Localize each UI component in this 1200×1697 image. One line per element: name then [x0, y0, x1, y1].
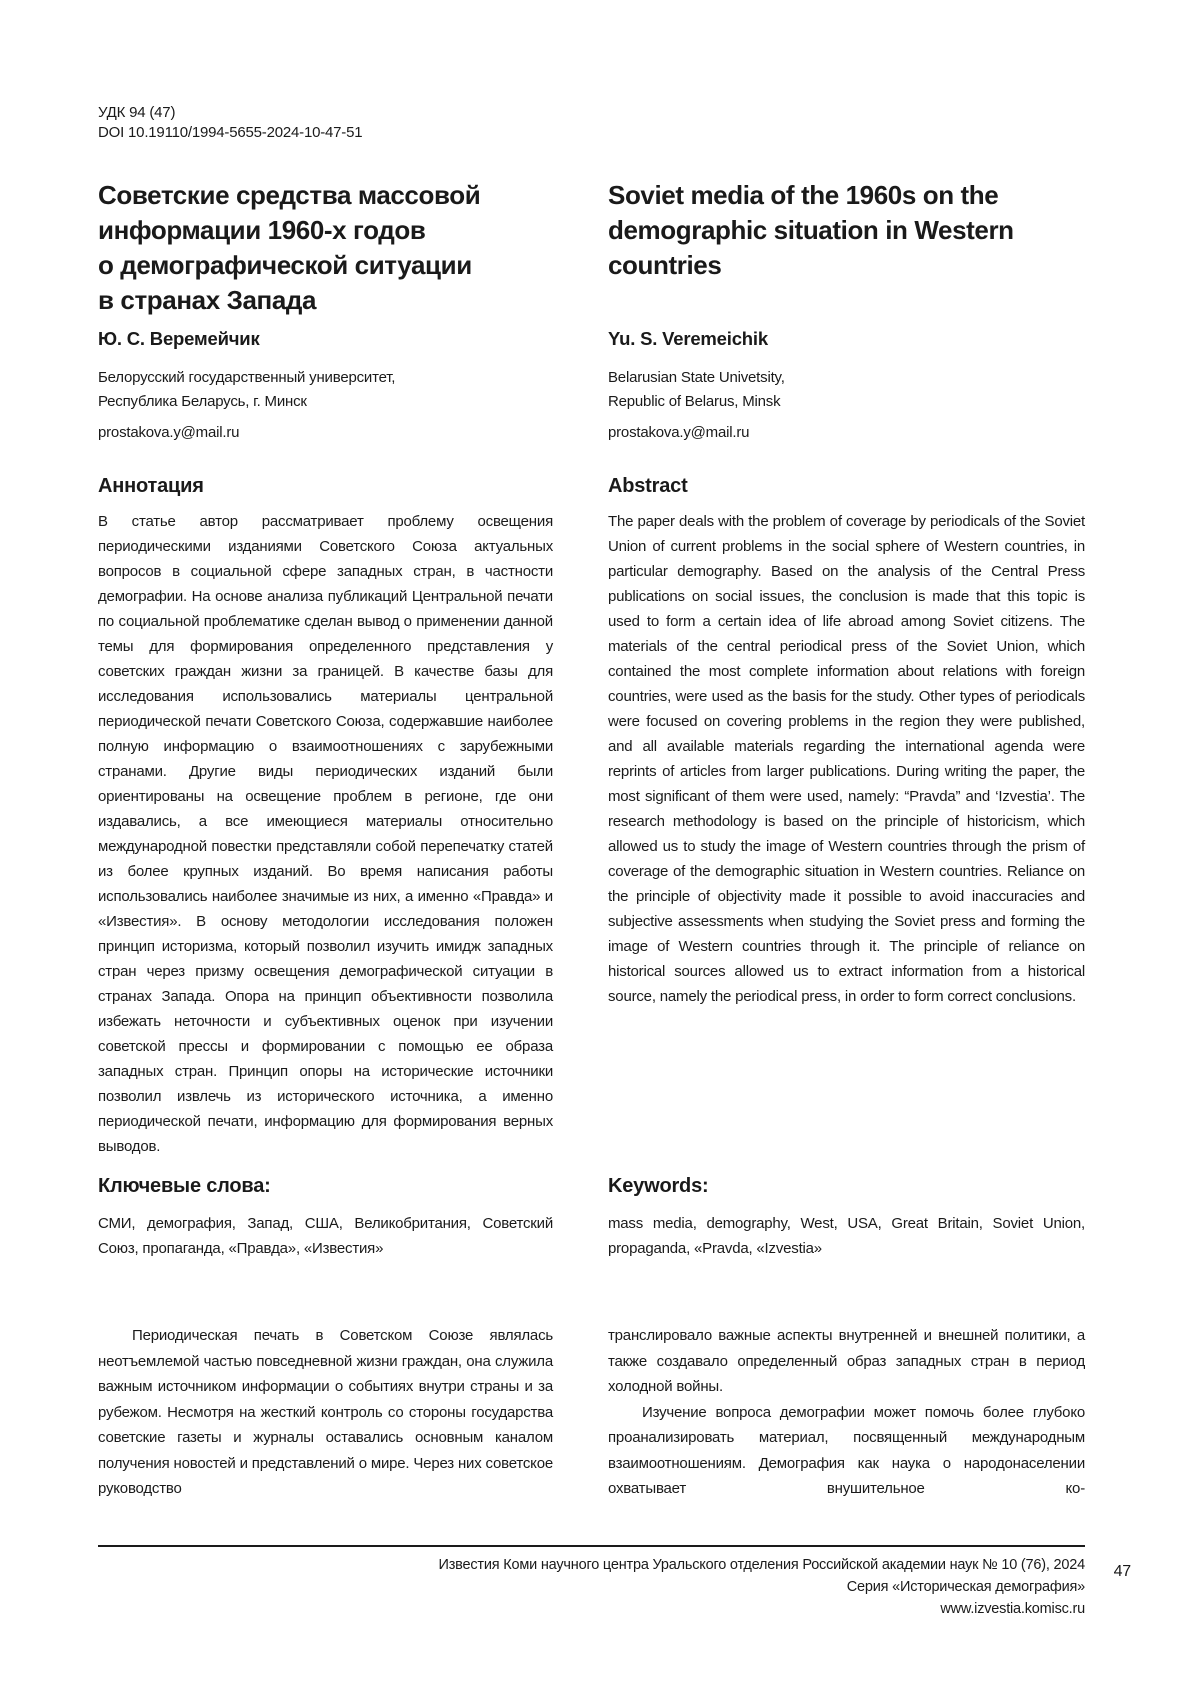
keywords-heading-en: Keywords:	[608, 1175, 709, 1198]
keywords-text-en: mass media, demography, West, USA, Great Britain, Soviet Union, propaganda, «Pravda, «Izvestia»	[608, 1215, 1085, 1258]
affiliation-en	[608, 366, 1085, 445]
body-paragraph: Периодическая печать в Советском Союзе являлась неотъемлемой частью повседневной жизни граждан, она служила важным источником информации о событиях внутри страны и за рубежом. Несмотря на жесткий контроль со стороны государства советские газеты и журналы оставались основным каналом получения новостей и представлений о мире. Через них советское руководство	[98, 1327, 553, 1498]
author-email: prostakova.y@mail.ru	[608, 424, 750, 442]
title-en-line: demographic situation in Western	[608, 215, 1014, 246]
title-ru-line: Советские средства массовой	[98, 180, 481, 211]
abstract-text-ru: В статье автор рассматривает проблему освещения периодическими изданиями Советского Союза актуальных вопросов в социальной сфере западных стран, в частности демографии. На основе анализа публикаций Центральной печати по социальной проблематике сделан вывод о применении данной темы для формирования определенного представления у советских граждан жизни за границей. В качестве базы для исследования использовались материалы центральной периодической печати Советского Союза, содержавшие наиболее полную информацию о взаимоотношениях с зарубежными странами. Другие виды периодических изданий были ориентированы на освещение проблем в регионе, где они издавались, а все имеющиеся материалы относительно международной повестки представляли собой перепечатку статей из более крупных изданий. Во время написания работы использовались наиболее значимые из них, а именно «Правда» и «Известия». В основу методологии исследования положен принцип историзма, который позволил изучить имидж западных стран через призму освещения демографической ситуации в странах Запада. Опора на принцип объективности позволила избежать неточности и субъективных оценок при изучении советской прессы и формировании с помощью ее образа западных стран. Принцип опоры на исторические источники позволил извлечь из исторического источника, а именно периодической печати, информацию для формирования верных выводов.	[98, 513, 553, 1156]
doi-label: DOI 10.19110/1994-5655-2024-10-47-51	[98, 124, 363, 141]
affiliation-ru-line: Республика Беларусь, г. Минск	[98, 393, 307, 411]
page-number: 47	[1113, 1563, 1131, 1580]
author-name-en: Yu. S. Veremeichik	[608, 328, 768, 350]
article-header-grid	[98, 103, 1085, 1261]
body-paragraph: Изучение вопроса демографии может помочь более глубоко проанализировать материал, посвященный международным взаимоотношениям. Демография как наука о народонаселении охватывает внушительное ко-	[608, 1403, 1085, 1498]
affiliation-ru-line: Белорусский государственный университет,	[98, 369, 396, 387]
affiliation-en-line: Belarusian State Univetsity,	[608, 369, 785, 387]
keywords-heading-ru: Ключевые слова:	[98, 1175, 271, 1198]
page-footer	[98, 1545, 1131, 1620]
article-title-en	[608, 178, 1085, 283]
affiliation-en-line: Republic of Belarus, Minsk	[608, 393, 781, 411]
journal-series-line: Серия «Историческая демография»	[846, 1579, 1085, 1595]
article-body	[98, 1323, 1085, 1502]
abstract-heading-ru: Аннотация	[98, 475, 204, 498]
abstract-text-en: The paper deals with the problem of coverage by periodicals of the Soviet Union of current problems in the social sphere of Western countries, in particular demography. Based on the analysis of the Central Press publications on social issues, the conclusion is made that this topic is used to form a certain idea of life abroad among Soviet citizens. The materials of the central periodical press of the Soviet Union, which contained the most complete information about relations with foreign countries, were used as the basis for the study. Other types of periodicals were focused on covering problems in the region they were published, and all available materials regarding the international agenda were reprints of articles from larger publications. During writing the paper, the most significant of them were used, namely: “Pravda” and ‘Izvestia’. The research methodology is based on the principle of historicism, which allowed us to study the image of Western countries through the prism of coverage of the demographic situation in Western countries. Reliance on the principle of objectivity made it possible to avoid inaccuracies and subjective assessments when studying the Soviet press and forming the image of Western countries through it. The principle of reliance on historical sources allowed us to extract information from a historical source, namely the periodical press, in order to form correct conclusions.	[608, 513, 1085, 1006]
title-en-line: Soviet media of the 1960s on the	[608, 180, 999, 211]
title-ru-line: в странах Запада	[98, 285, 317, 316]
abstract-heading-en: Abstract	[608, 475, 688, 498]
journal-issue-line: Известия Коми научного центра Уральского отделения Российской академии наук № 10 (76), 2024	[438, 1557, 1085, 1573]
article-title-ru	[98, 178, 553, 318]
udc-label: УДК 94 (47)	[98, 104, 176, 121]
article-meta	[98, 103, 553, 143]
article-first-page	[98, 103, 1085, 1502]
author-email: prostakova.y@mail.ru	[98, 424, 240, 442]
body-column-left	[98, 1323, 553, 1502]
body-paragraph: транслировало важные аспекты внутренней и внешней политики, а также создавало определенный образ западных стран в период холодной войны.	[608, 1327, 1085, 1396]
journal-website: www.izvestia.komisc.ru	[940, 1601, 1085, 1617]
title-ru-line: информации 1960-х годов	[98, 215, 426, 246]
title-ru-line: о демографической ситуации	[98, 250, 472, 281]
title-en-line: countries	[608, 250, 722, 281]
affiliation-ru	[98, 366, 553, 445]
keywords-text-ru: СМИ, демография, Запад, США, Великобритания, Советский Союз, пропаганда, «Правда», «Известия»	[98, 1215, 553, 1258]
author-name-ru: Ю. С. Веремейчик	[98, 328, 260, 350]
body-column-right	[608, 1323, 1085, 1502]
